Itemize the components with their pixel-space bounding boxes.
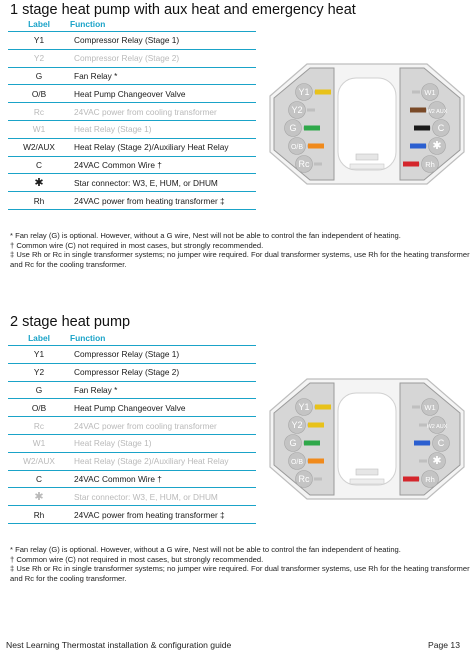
terminal-label: Y1 [8, 346, 70, 364]
terminal-slot [314, 478, 322, 481]
table-row [8, 156, 256, 174]
footnote: † Common wire (C) not required in most cases, but strongly recommended. [10, 240, 264, 250]
terminal-function: Heat Pump Changeover Valve [70, 85, 256, 103]
terminal-label: ✱ [8, 174, 70, 192]
footer-page-number: Page 13 [427, 640, 460, 650]
wire [410, 144, 426, 149]
table-row [8, 103, 256, 121]
wire [414, 441, 430, 446]
terminal-function: 24VAC Common Wire † [70, 156, 256, 174]
terminal-text: W2 AUX [426, 109, 448, 115]
table-row [8, 49, 256, 67]
terminal-text: Y2 [291, 420, 303, 430]
terminal-text: W2 AUX [426, 424, 448, 430]
terminal-function: 24VAC power from cooling transformer [70, 103, 256, 121]
terminal-label: Rc [8, 103, 70, 121]
terminal-text: ✱ [432, 455, 442, 467]
terminal-text: G [289, 123, 297, 133]
terminal-function: 24VAC power from heating transformer ‡ [70, 192, 256, 210]
footnote: * Fan relay (G) is optional. However, without a G wire, Nest will not be able to control the fan independent of heating. [10, 231, 401, 240]
terminal-function: Heat Pump Changeover Valve [70, 399, 256, 417]
label-column-header: Label [28, 18, 50, 29]
terminal-text: Y1 [298, 87, 310, 97]
footnotes-2 [10, 545, 470, 583]
terminal-text: O/B [290, 144, 304, 151]
table-row [8, 192, 256, 210]
terminal-label: Rh [8, 506, 70, 524]
wire [403, 162, 419, 167]
terminal-function: Heat Relay (Stage 1) [70, 434, 256, 452]
terminal-function: Star connector: W3, E, HUM, or DHUM [70, 174, 256, 192]
terminal-function: 24VAC Common Wire † [70, 470, 256, 488]
terminal-slot [419, 460, 427, 463]
footer-guide-title: Nest Learning Thermostat installation & configuration guide [6, 640, 232, 650]
terminal-function: Compressor Relay (Stage 2) [70, 363, 256, 381]
terminal-text: Y1 [298, 402, 310, 412]
terminal-label: Rc [8, 417, 70, 435]
terminal-text: O/B [290, 459, 304, 466]
terminal-text: W1 [424, 88, 436, 97]
wire [304, 126, 320, 131]
terminal-text: C [437, 123, 445, 133]
terminal-label: Y1 [8, 32, 70, 50]
terminal-text: Rc [298, 159, 310, 169]
terminal-text: Rh [425, 160, 435, 169]
function-column-header: Function [70, 332, 106, 343]
table-row [8, 452, 256, 470]
wire [308, 459, 324, 464]
terminal-function: Fan Relay * [70, 381, 256, 399]
table-row [8, 488, 256, 506]
wire [308, 423, 324, 428]
terminal-text: C [437, 438, 445, 448]
terminal-label: G [8, 381, 70, 399]
terminal-text: ✱ [432, 140, 442, 152]
footnote: ‡ Use Rh or Rc in single transformer systems; no jumper wire required. For dual transformer systems, use Rh for the heating transformer and Rc for the cooling transformer. [10, 250, 470, 269]
table-row [8, 32, 256, 50]
terminal-text: G [289, 438, 297, 448]
table-row [8, 399, 256, 417]
table-row [8, 174, 256, 192]
center-slot [350, 164, 384, 169]
terminal-label: W2/AUX [8, 452, 70, 470]
terminal-label: W2/AUX [8, 138, 70, 156]
wire [315, 405, 331, 410]
function-column-header: Function [70, 18, 106, 29]
center-slot [350, 479, 384, 484]
terminal-label: W1 [8, 120, 70, 138]
table-row [8, 138, 256, 156]
terminal-function: Star connector: W3, E, HUM, or DHUM [70, 488, 256, 506]
terminal-slot [307, 109, 315, 112]
table-row [8, 417, 256, 435]
terminal-label: C [8, 156, 70, 174]
table-row [8, 434, 256, 452]
terminal-function: Compressor Relay (Stage 1) [70, 32, 256, 50]
terminal-function: Heat Relay (Stage 2)/Auxiliary Heat Relay [70, 138, 256, 156]
wire [308, 144, 324, 149]
footnote: ‡ Use Rh or Rc in single transformer systems; no jumper wire required. For dual transformer systems, use Rh for the heating transformer and Rc for the cooling transformer. [10, 564, 470, 583]
center-slot [356, 154, 378, 160]
table-row [8, 381, 256, 399]
table-row [8, 363, 256, 381]
terminal-slot [412, 91, 420, 94]
label-column-header: Label [28, 332, 50, 343]
center-slot [356, 469, 378, 475]
section1-title: 1 stage heat pump with aux heat and emergency heat [10, 2, 356, 18]
footnote: * Fan relay (G) is optional. However, without a G wire, Nest will not be able to control the fan independent of heating. [10, 545, 401, 554]
table-row [8, 120, 256, 138]
terminal-label: Y2 [8, 49, 70, 67]
terminal-function: 24VAC power from heating transformer ‡ [70, 506, 256, 524]
table-row [8, 506, 256, 524]
table-row [8, 67, 256, 85]
terminal-function: Fan Relay * [70, 67, 256, 85]
terminal-label: ✱ [8, 488, 70, 506]
terminal-label: O/B [8, 85, 70, 103]
terminal-function: Compressor Relay (Stage 2) [70, 49, 256, 67]
terminal-label: W1 [8, 434, 70, 452]
table-row [8, 346, 256, 364]
wire [414, 126, 430, 131]
wire [410, 108, 426, 113]
terminal-text: W1 [424, 403, 436, 412]
wire [315, 90, 331, 95]
wire [403, 477, 419, 482]
terminal-slot [419, 424, 427, 427]
terminal-label: Rh [8, 192, 70, 210]
terminal-slot [314, 163, 322, 166]
footnote: † Common wire (C) not required in most cases, but strongly recommended. [10, 554, 264, 564]
wire [304, 441, 320, 446]
terminal-label: Y2 [8, 363, 70, 381]
wiring-table-2 [8, 332, 256, 524]
terminal-slot [412, 406, 420, 409]
thermostat-base-diagram-1 [262, 58, 472, 188]
wiring-table-1 [8, 18, 256, 210]
terminal-text: Rh [425, 475, 435, 484]
terminal-label: G [8, 67, 70, 85]
section2-title: 2 stage heat pump [10, 314, 131, 330]
terminal-function: Heat Relay (Stage 1) [70, 120, 256, 138]
table-row [8, 85, 256, 103]
terminal-label: O/B [8, 399, 70, 417]
terminal-function: Heat Relay (Stage 2)/Auxiliary Heat Relay [70, 452, 256, 470]
footnotes-1 [10, 231, 470, 269]
terminal-text: Rc [298, 474, 310, 484]
table-row [8, 470, 256, 488]
terminal-function: 24VAC power from cooling transformer [70, 417, 256, 435]
terminal-function: Compressor Relay (Stage 1) [70, 346, 256, 364]
thermostat-base-diagram-2 [262, 373, 472, 503]
terminal-label: C [8, 470, 70, 488]
terminal-text: Y2 [291, 105, 303, 115]
